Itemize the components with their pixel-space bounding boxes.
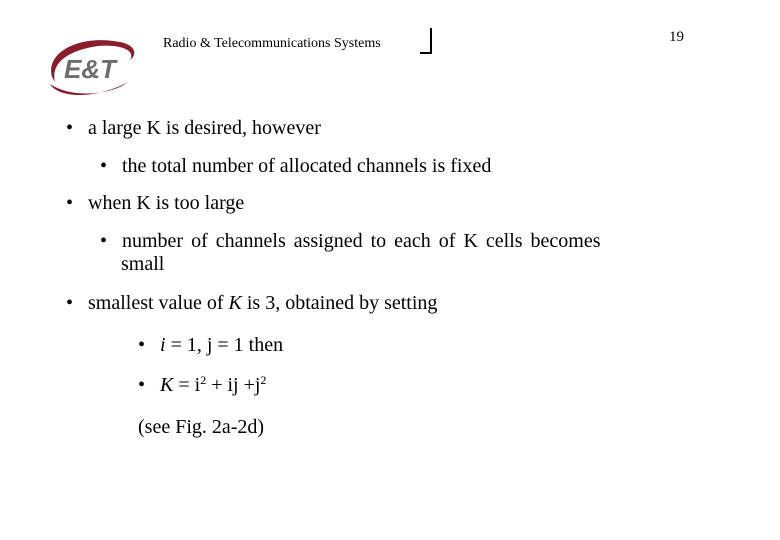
sub-bullet-channels-per-cell bbox=[100, 230, 702, 276]
figure-reference: (see Fig. 2a-2d) bbox=[138, 416, 265, 438]
bullet-glyph: • bbox=[100, 155, 108, 177]
variable-k: K bbox=[160, 374, 174, 396]
exponent-2: 2 bbox=[260, 373, 267, 387]
sub-bullet-fixed-channels bbox=[100, 155, 491, 178]
bullet-text: a large K is desired, however bbox=[88, 117, 321, 139]
bullet-glyph: • bbox=[66, 192, 74, 214]
header-title: Radio & Telecommunications Systems bbox=[163, 36, 381, 51]
bullet-glyph: • bbox=[138, 374, 146, 396]
exponent-1: 2 bbox=[200, 373, 207, 387]
variable-i: i bbox=[160, 334, 166, 356]
bullet-glyph: • bbox=[100, 230, 108, 252]
bullet-text-line-1: number of channels assigned to each of K cells becomes bbox=[122, 230, 601, 252]
header-divider bbox=[420, 28, 432, 54]
bullet-glyph: • bbox=[138, 334, 146, 356]
logo-text: E&T bbox=[64, 54, 116, 84]
bullet-text: the total number of allocated channels is fixed bbox=[122, 155, 492, 177]
e-and-t-logo bbox=[40, 32, 140, 102]
page-number: 19 bbox=[669, 29, 684, 45]
bullet-glyph: • bbox=[66, 292, 74, 314]
bullet-text-pre: smallest value of bbox=[88, 292, 229, 314]
bullet-text: = 1, j = 1 then bbox=[165, 334, 284, 356]
bullet-k-too-large bbox=[66, 192, 244, 215]
wrap-line-1 bbox=[100, 230, 702, 253]
variable-k: K bbox=[228, 292, 242, 314]
sub-bullet-k-formula bbox=[138, 374, 266, 397]
sub-bullet-i-j-values bbox=[138, 334, 283, 357]
bullet-smallest-k bbox=[66, 292, 437, 315]
bullet-text: when K is too large bbox=[88, 192, 245, 214]
formula-part-2: + ij +j bbox=[206, 374, 261, 396]
bullet-text-line-2: small bbox=[121, 253, 165, 275]
formula-part-1: = i bbox=[173, 374, 201, 396]
bullet-large-k bbox=[66, 117, 321, 140]
bullet-text-post: is 3, obtained by setting bbox=[241, 292, 438, 314]
bullet-glyph: • bbox=[66, 117, 74, 139]
